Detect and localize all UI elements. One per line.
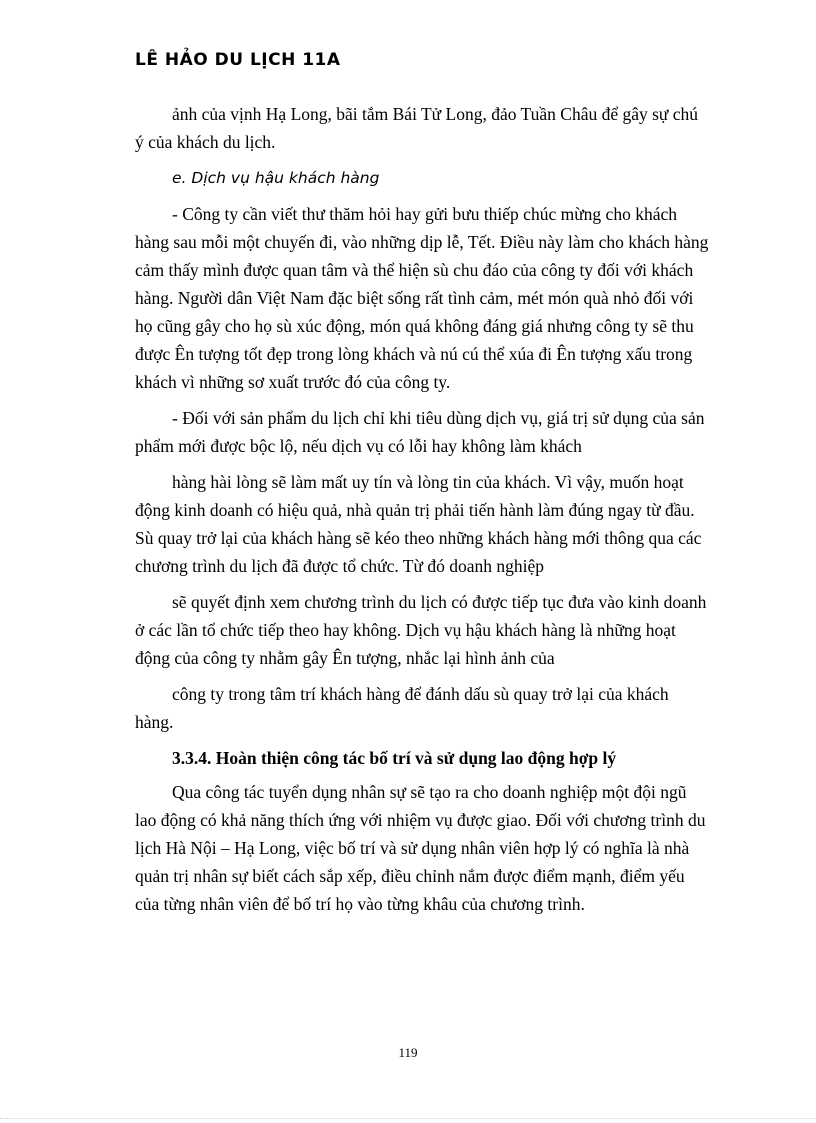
page-header: LÊ HẢO DU LỊCH 11A [135,50,341,70]
page-number: 119 [398,1045,418,1060]
paragraph-thank-you-letters: - Công ty cần viết thư thăm hỏi hay gửi bưu thiếp chúc mừng cho khách hàng sau mỗi một chuyến đi, vào những dịp lễ, Tết. Điều này làm cho khách hàng cảm thấy mình được quan tâm và thể hiện sù chu đáo của công ty đối với khách hàng. Người dân Việt Nam đặc biệt sống rất tình cảm, mét món quà nhỏ đối với họ cũng gây cho họ sù xúc động, món quá không đáng giá nhưng công ty sẽ thu được Ên tượng tốt đẹp trong lòng khách và nú cú thể xúa đi Ên tượng xấu trong khách vì những sơ xuất trước đó của công ty. [135,204,709,392]
page-bottom-divider [0,1118,816,1119]
document-body [135,100,710,926]
section-heading-3-3-4: 3.3.4. Hoàn thiện công tác bố trí và sử dụng lao động hợp lý [172,748,617,768]
paragraph-business-decision: sẽ quyết định xem chương trình du lịch có được tiếp tục đưa vào kinh doanh ở các lần tổ chức tiếp theo hay không. Dịch vụ hậu khách hàng là những hoạt động của công ty nhằm gây Ên tượng, nhắc lại hình ảnh của [135,592,707,668]
paragraph-reputation: hàng hài lòng sẽ làm mất uy tín và lòng tin của khách. Vì vậy, muốn hoạt động kinh doanh có hiệu quả, nhà quản trị phải tiến hành làm đúng ngay từ đầu. Sù quay trở lại của khách hàng sẽ kéo theo những khách hàng mới thông qua các chương trình du lịch đã được tổ chức. Từ đó doanh nghiệp [135,472,702,576]
paragraph-product-value: - Đối với sản phẩm du lịch chỉ khi tiêu dùng dịch vụ, giá trị sử dụng của sản phẩm mới được bộc lộ, nếu dịch vụ có lỗi hay không làm khách [135,408,705,456]
subheading-after-sales-service: e. Dịch vụ hậu khách hàng [172,169,380,187]
paragraph-company-image: công ty trong tâm trí khách hàng để đánh dấu sù quay trở lại của khách hàng. [135,684,669,732]
paragraph-staff-arrangement: Qua công tác tuyển dụng nhân sự sẽ tạo ra cho doanh nghiệp một đội ngũ lao động có khả năng thích ứng với nhiệm vụ được giao. Đối với chương trình du lịch Hà Nội – Hạ Long, việc bố trí và sử dụng nhân viên hợp lý có nghĩa là nhà quản trị nhân sự biết cách sắp xếp, điều chỉnh nắm được điểm mạnh, điểm yếu của từng nhân viên để bố trí họ vào từng khâu của chương trình. [135,782,706,914]
paragraph-continuation: ảnh của vịnh Hạ Long, bãi tắm Bái Tử Long, đảo Tuần Châu để gây sự chú ý của khách du lịch. [135,104,699,152]
